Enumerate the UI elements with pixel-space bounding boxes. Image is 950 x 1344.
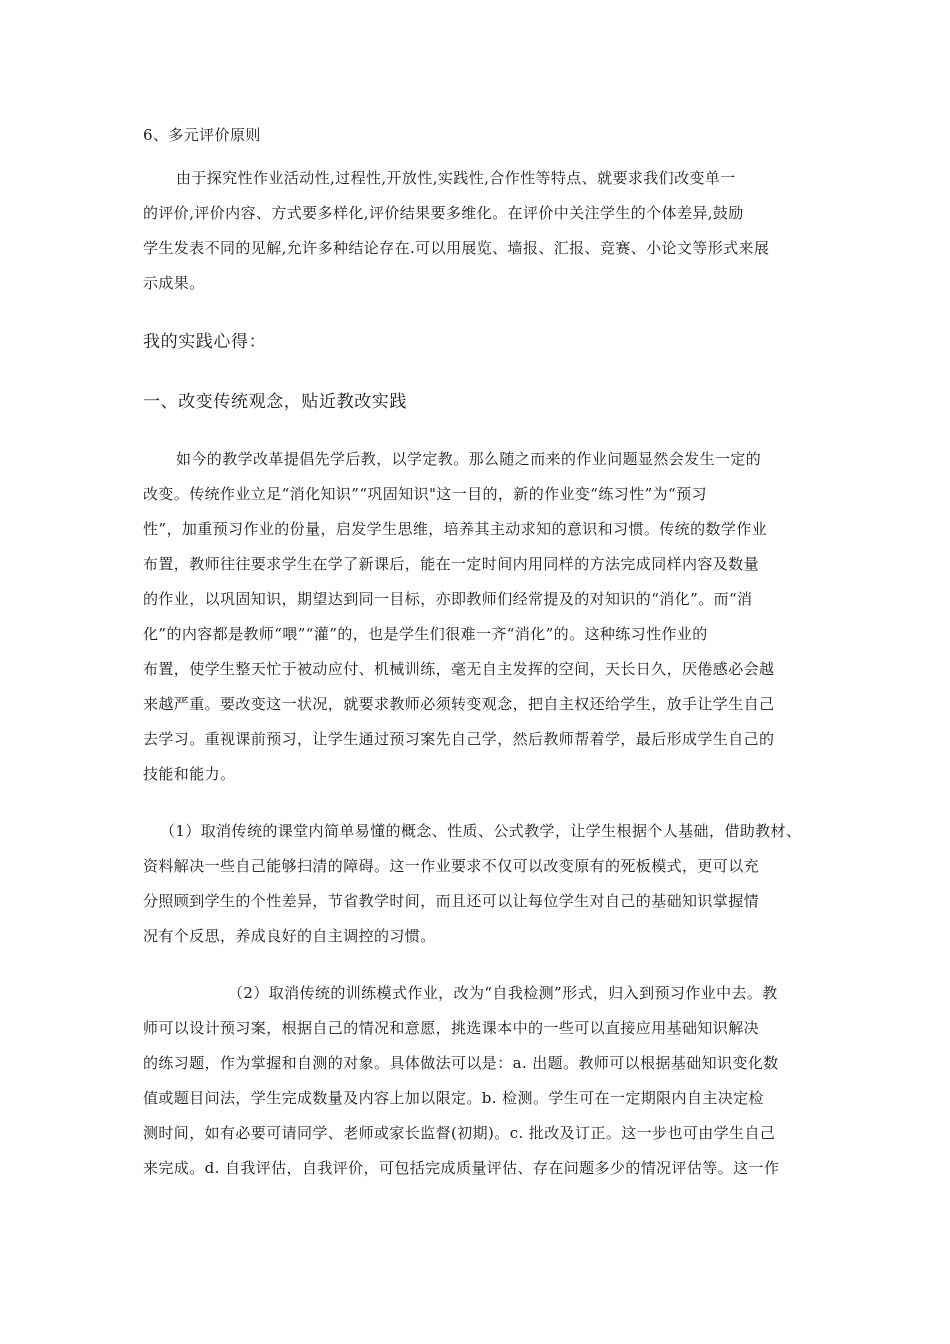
- section-6-line: 学生发表不同的见解,允许多种结论存在.可以用展览、墙报、汇报、竞赛、小论文等形式来展: [143, 239, 770, 257]
- section-6-line: 示成果。: [143, 274, 205, 292]
- paragraph-line: 改变。传统作业立足“消化知识”“巩固知识"这一目的，新的作业变“练习性”为“预习: [143, 485, 707, 503]
- paragraph-line: 来越严重。要改变这一状况，就要求教师必须转变观念，把自主权还给学生，放手让学生自己: [143, 695, 775, 713]
- paragraph-line: 布置，教师往往要求学生在学了新课后，能在一定时间内用同样的方法完成同样内容及数量: [143, 555, 760, 573]
- paragraph-line: 化”的内容都是教师“喂”“灌”的，也是学生们很难一齐“消化”的。这种练习性作业的: [143, 625, 708, 643]
- paragraph-line: 资料解决一些自己能够扫清的障碍。这一作业要求不仅可以改变原有的死板模式，更可以充: [143, 857, 760, 875]
- paragraph-line: 测时间，如有必要可请同学、老师或家长监督(初期)。c. 批改及订正。这一步也可由学生自己: [143, 1124, 776, 1142]
- paragraph-line: 师可以设计预习案，根据自己的情况和意愿，挑选课本中的一些可以直接应用基础知识解决: [143, 1019, 760, 1037]
- paragraph-line: 布置，使学生整天忙于被动应付、机械训练，毫无自主发挥的空间，天长日久，厌倦感必会越: [143, 660, 775, 678]
- paragraph-line: 如今的教学改革提倡先学后教，以学定教。那么随之而来的作业问题显然会发生一定的: [176, 450, 762, 468]
- paragraph-line: 技能和能力。: [143, 765, 236, 783]
- paragraph-line: 的练习题，作为掌握和自测的对象。具体做法可以是：a. 出题。教师可以根据基础知识变化数: [143, 1054, 779, 1072]
- paragraph-line: （1）取消传统的课堂内简单易懂的概念、性质、公式教学，让学生根据个人基础，借助教材、: [160, 822, 802, 840]
- paragraph-line: 去学习。重视课前预习，让学生通过预习案先自己学，然后教师帮着学，最后形成学生自己的: [143, 730, 775, 748]
- part-1-heading: 一、改变传统观念，贴近教改实践: [143, 392, 407, 412]
- paragraph-line: 分照顾到学生的个性差异，节省教学时间，而且还可以让每位学生对自己的基础知识掌握情: [143, 892, 760, 910]
- section-6-line: 由于探究性作业活动性,过程性,开放性,实践性,合作性等特点、就要求我们改变单一: [176, 169, 736, 187]
- paragraph-line: 况有个反思，养成良好的自主调控的习惯。: [143, 927, 436, 945]
- section-6-title: 6、多元评价原则: [143, 126, 261, 144]
- paragraph-line: 性”，加重预习作业的份量，启发学生思维，培养其主动求知的意识和习惯。传统的数学作业: [143, 520, 768, 538]
- paragraph-line: 来完成。d. 自我评估，自我评价，可包括完成质量评估、存在问题多少的情况评估等。这一作: [143, 1159, 780, 1177]
- practice-heading: 我的实践心得：: [143, 332, 267, 352]
- section-6-line: 的评价,评价内容、方式要多样化,评价结果要多维化。在评价中关注学生的个体差异,鼓励: [143, 204, 744, 222]
- paragraph-line: （2）取消传统的训练模式作业，改为“自我检测”形式，归入到预习作业中去。教: [228, 984, 778, 1002]
- paragraph-line: 值或题目问法，学生完成数量及内容上加以限定。b. 检测。学生可在一定期限内自主决定检: [143, 1089, 764, 1107]
- paragraph-line: 的作业，以巩固知识，期望达到同一目标，亦即教师们经常提及的对知识的“消化”。而“消: [143, 590, 753, 608]
